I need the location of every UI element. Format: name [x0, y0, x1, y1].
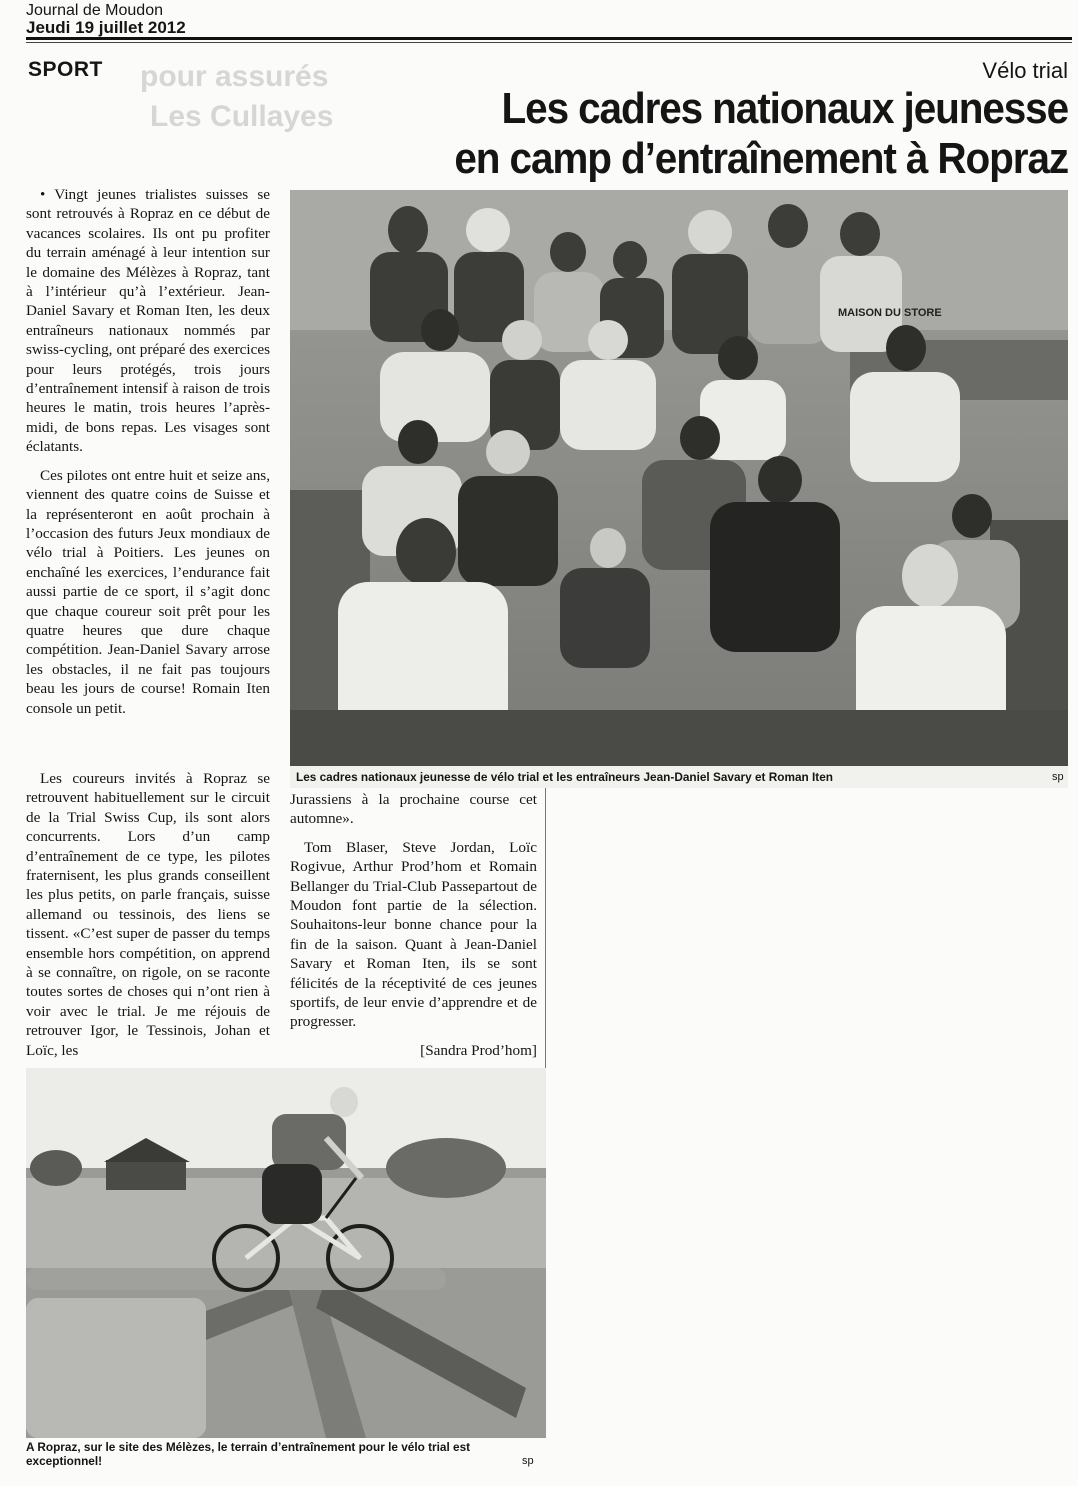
jersey-text: MAISON DU STORE: [838, 307, 942, 319]
headline-line-2: en camp d’entraînement à Ropraz: [454, 134, 1068, 183]
article-author: [Sandra Prod’hom]: [420, 1041, 537, 1059]
publication-date: Jeudi 19 juillet 2012: [26, 18, 186, 37]
rubric-label: Vélo trial: [982, 58, 1068, 83]
group-photo-credit: sp: [1052, 771, 1064, 783]
column-divider: [545, 785, 546, 1070]
article-column-2: [290, 790, 537, 1060]
group-photo: [290, 190, 1068, 766]
article-paragraph-1: • Vingt jeunes trialistes suisses se sont retrouvés à Ropraz en ce début de vacances scolaires. Ils ont pu profiter du terrain aménagé à leur intention sur le domaine des Mélèzes à Ropraz, tant à l’intérieur qu’à l’extérieur. Jean-Daniel Savary et Roman Iten, les deux entraîneurs nationaux nommés par swiss-cycling, ont préparé des exercices pour leurs protégés, trois jours d’entraînement intensif à raison de trois heures le matin, trois heures l’après-midi, de bons repas. Les visages sont éclatants.: [26, 186, 270, 456]
article-paragraph-3: Les coureurs invités à Ropraz se retrouvent habituellement sur le circuit de la Trial Swiss Cup, ils sont alors concurrents. Lors d’un camp d’entraînement de ce type, les pilotes fraternisent, les plus grands conseillent les plus petits, on parle français, suisse allemand ou tessinois, des liens se tissent. «C’est super de passer du temps ensemble hors compétition, on apprend à se connaître, on rigole, on se raconte toutes sortes de choses qui n’ont rien à voir avec le trial. Je me réjouis de retrouver Igor, le Tessinois, Johan et Loïc, les: [26, 770, 270, 1059]
headline-line-1: Les cadres nationaux jeunesse: [501, 84, 1068, 133]
article-paragraph-3-continued: Jurassiens à la prochaine course cet automne».: [290, 791, 537, 828]
group-photo-illustration: [290, 190, 1068, 766]
article-paragraph-4: Tom Blaser, Steve Jordan, Loïc Rogivue, Arthur Prod’hom et Romain Bellanger du Trial-Club Passepartout de Moudon font partie de la sélection. Souhaitons-leur bonne chance pour la fin de la saison. Quant à Jean-Daniel Savary et Roman Iten, ils se sont félicités de la réceptivité de ces jeunes sportifs, de leur envie d’apprendre et de progresser.: [290, 838, 537, 1031]
section-label: SPORT: [28, 58, 103, 81]
group-photo-caption: Les cadres nationaux jeunesse de vélo trial et les entraîneurs Jean-Daniel Savary et Roman Iten: [296, 770, 833, 784]
rider-photo-illustration: [26, 1068, 546, 1438]
publication-name: Journal de Moudon: [26, 2, 163, 19]
rider-photo-credit: sp: [522, 1455, 534, 1467]
masthead-rule: [26, 37, 1072, 40]
bleed-through-text: Les Cullayes: [150, 100, 334, 133]
article-paragraph-2: Ces pilotes ont entre huit et seize ans, viennent des quatre coins de Suisse et la représenteront en août prochain à l’occasion des futurs Jeux mondiaux de vélo trial à Poitiers. Les jeunes on enchaîné les exercices, l’endurance fait aussi partie de ce sport, il s’agit donc que chaque coureur soit prêt pour les quatre heures que dure chaque compétition. Jean-Daniel Savary arrose les obstacles, il ne fait pas toujours beau les jours de course! Romain Iten console un petit.: [26, 466, 270, 717]
headline: [350, 84, 1068, 184]
article-column-1: [26, 185, 270, 727]
rider-photo-caption: A Ropraz, sur le site des Mélèzes, le terrain d’entraînement pour le vélo trial est exceptionnel!: [26, 1440, 471, 1468]
bleed-through-text: pour assurés: [140, 60, 329, 93]
masthead-rule-thin: [26, 42, 1072, 43]
rider-photo: [26, 1068, 546, 1438]
article-column-1-lower: [26, 769, 270, 1069]
